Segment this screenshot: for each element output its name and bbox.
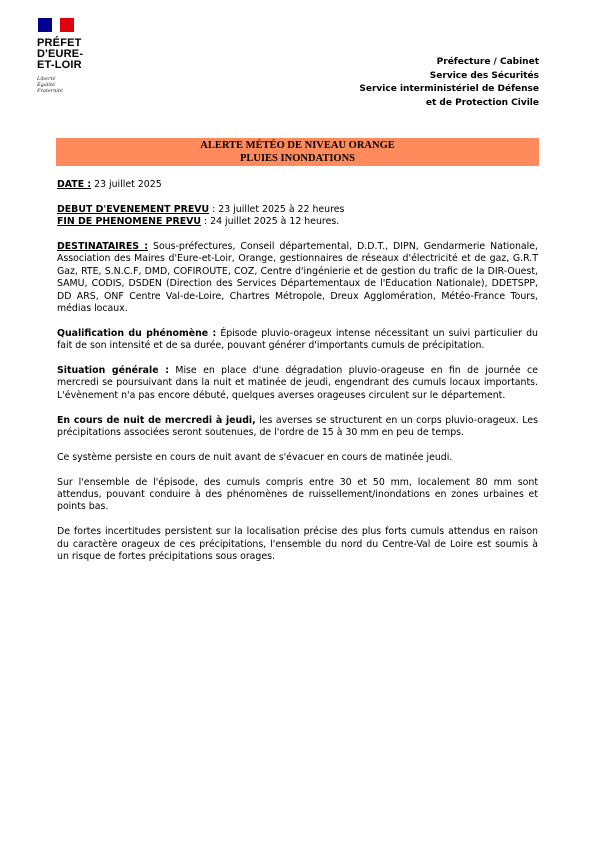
service-line-3: Service interministériel de Défense — [359, 84, 539, 94]
recipients-label: DESTINATAIRES : — [57, 241, 149, 252]
service-line-1: Préfecture / Cabinet — [436, 57, 539, 67]
prefet-line-3: ET-LOIR — [37, 59, 82, 71]
french-flag-icon — [38, 18, 74, 32]
prefet-line-2: D'EURE- — [37, 48, 84, 60]
service-line-2: Service des Sécurités — [429, 70, 539, 81]
motto-egalite: Égalité — [37, 82, 55, 88]
service-line-4: et de Protection Civile — [425, 97, 539, 108]
prefet-title — [37, 38, 97, 71]
end-value: : 24 juillet 2025 à 12 heures. — [201, 216, 340, 228]
republic-motto — [37, 76, 97, 94]
prefecture-logo — [37, 18, 97, 94]
motto-liberte: Liberté — [37, 76, 56, 82]
night-value: les averses se structurent en un corps pluvio-orageux. Les précipitations associées seront soutenues, de l'ordre de 15 à 30 mm en peu de temps. — [57, 414, 538, 439]
recipients-paragraph — [57, 241, 538, 315]
document-body — [57, 179, 538, 563]
qualification-label: Qualification du phénomène : — [57, 327, 217, 339]
night-paragraph — [57, 415, 538, 440]
start-value: : 23 juillet 2025 à 22 heures — [209, 203, 345, 215]
end-label: FIN DE PHENOMENE PREVU — [57, 216, 201, 228]
situation-value: Mise en place d'une dégradation pluvio-orageuse en fin de journée ce mercredi se poursuivant dans la nuit et matinée de jeudi, engendrant des cumuls locaux importants. L'évènement n'a pas encore débuté, quelques averses orageuses circulent sur le département. — [57, 365, 538, 401]
issuing-service — [359, 56, 539, 110]
date-line — [57, 179, 538, 191]
situation-label: Situation générale : — [57, 365, 169, 377]
qualification-value: Épisode pluvio-orageux intense nécessitant un suivi particulier du fait de son intensité et de sa durée, pouvant générer d'importants cumuls de précipitation. — [57, 327, 538, 352]
alert-title: ALERTE MÉTÉO DE NIVEAU ORANGE — [200, 140, 395, 151]
alert-banner — [56, 138, 539, 166]
situation-paragraph — [57, 365, 538, 402]
start-label: DEBUT D'EVENEMENT PREVU — [57, 203, 210, 215]
motto-fraternite: Fraternité — [37, 88, 63, 94]
end-line — [57, 216, 538, 228]
alert-subtitle: PLUIES INONDATIONS — [239, 152, 356, 164]
cumulative-rain-paragraph: Sur l'ensemble de l'épisode, des cumuls compris entre 30 et 50 mm, localement 80 mm sont attendus, pouvant conduire à des phénomènes de ruissellement/inondations en zones urbaines et points bas. — [57, 476, 538, 513]
date-label: DATE : — [57, 179, 92, 190]
qualification-paragraph — [57, 328, 538, 353]
system-paragraph: Ce système persiste en cours de nuit avant de s'évacuer en cours de matinée jeudi. — [57, 451, 453, 463]
prefet-line-1: PRÉFET — [37, 37, 82, 49]
night-label: En cours de nuit de mercredi à jeudi, — [57, 414, 256, 426]
uncertainty-paragraph: De fortes incertitudes persistent sur la localisation précise des plus forts cumuls attendus en raison du caractère orageux de ces précipitations, l'ensemble du nord du Centre-Val de Loire est soumis à un risque de fortes précipitations sous orages. — [57, 526, 538, 563]
start-line — [57, 204, 538, 216]
date-value: 23 juillet 2025 — [91, 179, 162, 190]
recipients-value: Sous-préfectures, Conseil départemental, D.D.T., DIPN, Gendarmerie Nationale, Association des Maires d'Eure-et-Loir, Orange, gestionnaires de réseaux d'électricité et de gaz, G.R.T Gaz, RTE, S.N.C.F, DMD, COFIROUTE, COZ, Centre d'ingénierie et de gestion du trafic de la DIR-Ouest, SAMU, CODIS, DSDEN (Direction des Services Départementaux de l'Education Nationale), DDETSPP, DD ARS, ONF Centre Val-de-Loire, Chartres Métropole, Dreux Agglomération, Météo-France Tours, médias locaux. — [57, 241, 538, 315]
